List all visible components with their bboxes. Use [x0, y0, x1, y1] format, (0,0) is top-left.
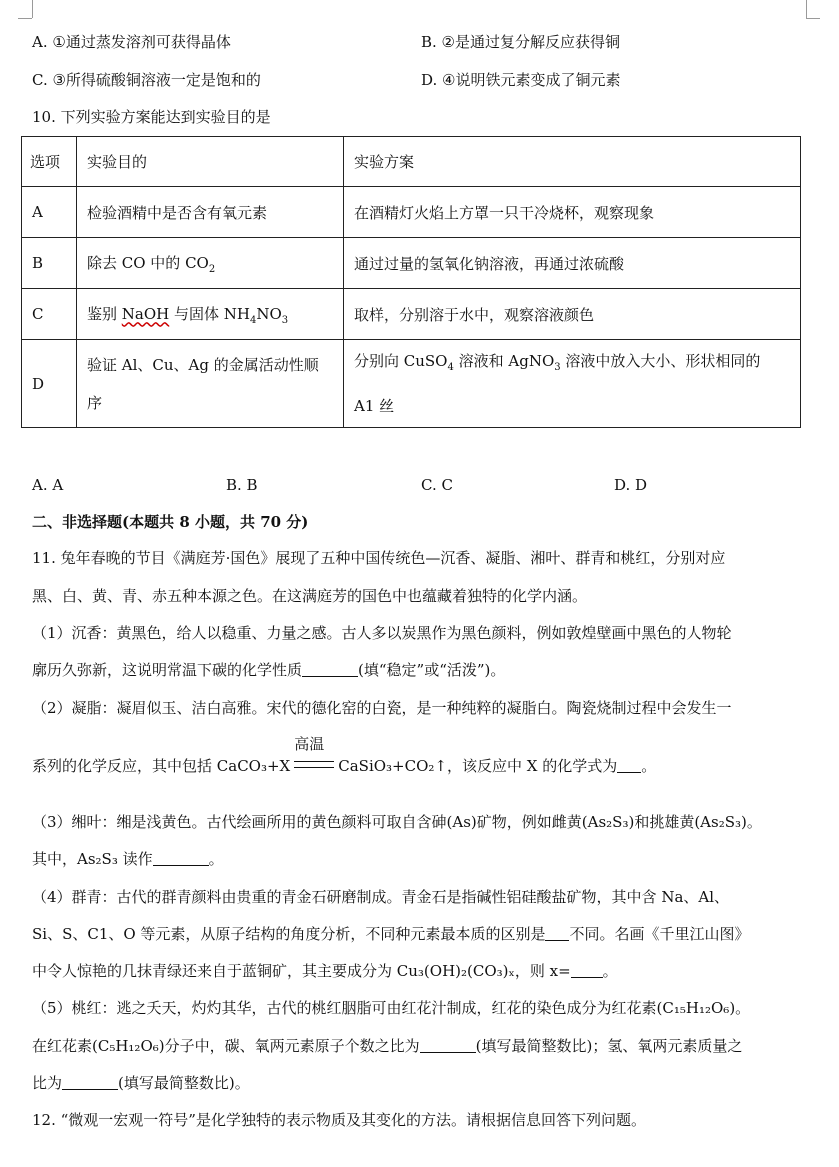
- q10-option-c: C. C: [421, 476, 453, 494]
- q9-option-b: B. ②是通过复分解反应获得铜: [421, 33, 621, 51]
- answer-blank: [545, 926, 569, 941]
- q11-part1-line1: （1）沉香：黄黑色，给人以稳重、力量之感。古人多以炭黑作为黑色颜料，例如敦煌壁画中黑色的人物轮: [32, 624, 732, 642]
- table-row: [22, 187, 801, 238]
- q11-part3-line1: （3）缃叶：缃是浅黄色。古代绘画所用的黄色颜料可取自含砷(As)矿物，例如雌黄(As₂S₃)和挑雄黄(As₂S₃)。: [32, 813, 762, 831]
- q11-part5-line3: 比为 (填写最简整数比)。: [32, 1074, 250, 1092]
- row-plan: 在酒精灯火焰上方罩一只干冷烧杯，观察现象: [344, 187, 801, 238]
- reaction-equation: CaCO₃+X 高温 CaSiO₃+CO₂↑: [216, 735, 447, 775]
- answer-blank: [302, 662, 358, 677]
- row-goal: 除去 CO 中的 $CO_2$: [77, 238, 344, 289]
- q11-intro-line2: 黑、白、黄、青、赤五种本源之色。在这满庭芳的国色中也蕴藏着独特的化学内涵。: [32, 587, 588, 605]
- row-goal: 鉴别 NaOH 与固体 $NH_4NO_3$: [77, 289, 344, 340]
- q10-option-a: A. A: [32, 476, 64, 494]
- q11-part2-line2: 系列的化学反应，其中包括 CaCO₃+X 高温 CaSiO₃+CO₂↑，该反应中 X 的化学式为 。: [32, 735, 657, 775]
- crop-mark-right: [806, 0, 807, 18]
- q10-option-d: D. D: [614, 476, 648, 494]
- crop-mark-left-h: [18, 18, 32, 19]
- header-plan: 实验方案: [344, 137, 801, 187]
- crop-mark-left: [32, 0, 33, 18]
- table-row: [22, 238, 801, 289]
- answer-blank: [571, 963, 603, 978]
- q11-part2-line1: （2）凝脂：凝眉似玉、洁白高雅。宋代的德化窑的白瓷，是一种纯粹的凝脂白。陶瓷烧制过程中会发生一: [32, 699, 732, 717]
- q10-stem: 10. 下列实验方案能达到实验目的是: [32, 108, 271, 126]
- row-plan: 通过过量的氢氧化钠溶液，再通过浓硫酸: [344, 238, 801, 289]
- q11-part5-line1: （5）桃红：逃之夭天，灼灼其华，古代的桃红胭脂可由红花汁制成，红花的染色成分为红花素(C₁₅H₁₂O₆)。: [32, 999, 751, 1017]
- row-plan: 分别向 CuSO$_4$ 溶液和 AgNO$_3$ 溶液中放入大小、形状相同的 A1 丝: [344, 340, 801, 428]
- q12-stem: 12. “微观一宏观一符号”是化学独特的表示物质及其变化的方法。请根据信息回答下列问题。: [32, 1111, 646, 1129]
- answer-blank: [62, 1075, 118, 1090]
- q9-option-d: D. ④说明铁元素变成了铜元素: [421, 71, 621, 89]
- answer-blank: [617, 758, 641, 773]
- row-plan: 取样，分别溶于水中，观察溶液颜色: [344, 289, 801, 340]
- q11-part1-line2: 廓历久弥新，这说明常温下碳的化学性质 (填“稳定”或“活泼”)。: [32, 661, 506, 679]
- q11-part4-line3: 中令人惊艳的几抹青绿还来自于蓝铜矿，其主要成分为 Cu₃(OH)₂(CO₃)ₓ，则 x= 。: [32, 962, 618, 980]
- row-option: A: [22, 187, 77, 238]
- table-header-row: [22, 137, 801, 187]
- q9-option-a: A. ①通过蒸发溶剂可获得晶体: [32, 33, 231, 51]
- q11-part4-line2: Si、S、C1、O 等元素，从原子结构的角度分析，不同种元素最本质的区别是 不同。名画《千里江山图》: [32, 925, 750, 943]
- q10-option-b: B. B: [226, 476, 258, 494]
- row-option: D: [22, 340, 77, 428]
- experiment-table: [21, 136, 801, 428]
- table-row: [22, 340, 801, 428]
- q11-part4-line1: （4）群青：古代的群青颜料由贵重的青金石研磨制成。青金石是指碱性铝硅酸盐矿物，其中含 Na、Al、: [32, 888, 730, 906]
- header-option: 选项: [22, 137, 77, 187]
- q9-option-c: C. ③所得硫酸铜溶液一定是饱和的: [32, 71, 261, 89]
- header-goal: 实验目的: [77, 137, 344, 187]
- row-option: C: [22, 289, 77, 340]
- section-title: 二、非选择题(本题共 8 小题，共 70 分): [32, 513, 309, 531]
- row-goal: 检验酒精中是否含有氧元素: [77, 187, 344, 238]
- equation-double-bar: [294, 761, 334, 768]
- reaction-condition: 高温: [294, 735, 325, 753]
- crop-mark-right-h: [806, 18, 820, 19]
- q11-intro-line1: 11. 兔年春晚的节目《满庭芳·国色》展现了五种中国传统色—沉香、凝脂、湘叶、群青和桃红，分别对应: [32, 549, 726, 567]
- answer-blank: [153, 851, 209, 866]
- row-option: B: [22, 238, 77, 289]
- q11-part3-line2: 其中，As₂S₃ 读作 。: [32, 850, 224, 868]
- answer-blank: [420, 1038, 476, 1053]
- table-row: [22, 289, 801, 340]
- q11-part5-line2: 在红花素(C₅H₁₂O₆)分子中，碳、氧两元素原子个数之比为 (填写最简整数比)；氢、氧两元素质量之: [32, 1037, 743, 1055]
- row-goal: 验证 Al、Cu、Ag 的金属活动性顺 序: [77, 340, 344, 428]
